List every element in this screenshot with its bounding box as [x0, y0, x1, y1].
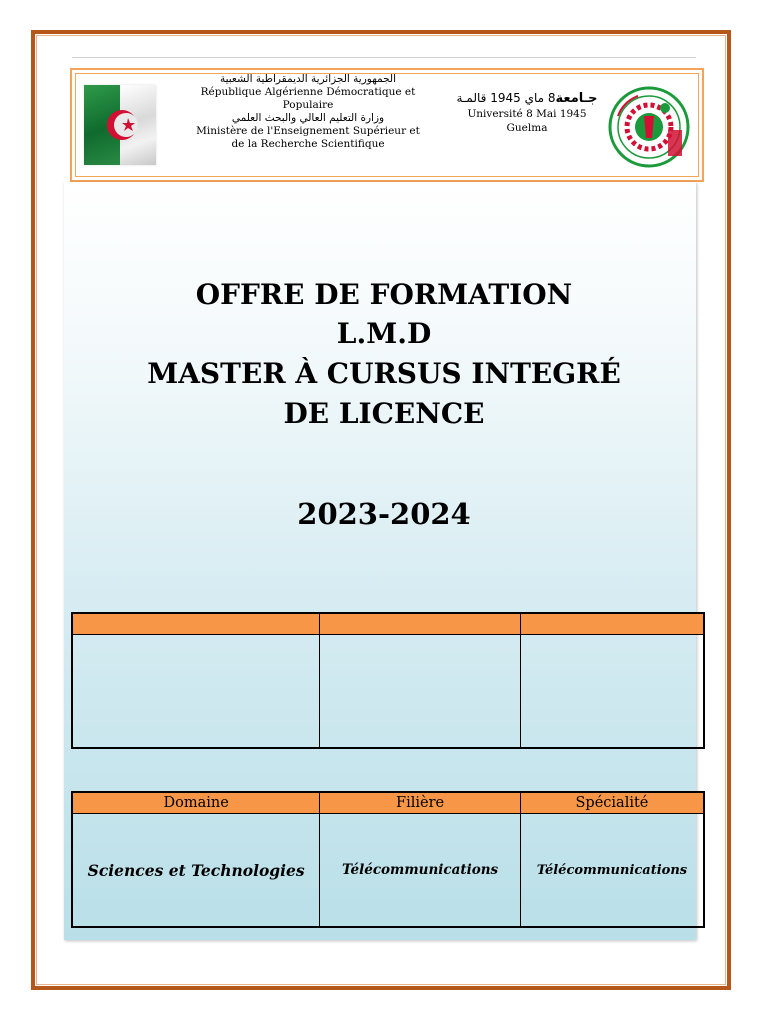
value-specialite: Télécommunications [520, 814, 704, 928]
header-filiere: Filière [320, 792, 521, 814]
title-line-1: OFFRE DE FORMATION [195, 278, 573, 311]
table-cell [72, 635, 320, 749]
table-header-cell [320, 613, 521, 635]
header-domaine: Domaine [72, 792, 320, 814]
title-line-3: MASTER À CURSUS INTEGRÉ [147, 357, 621, 390]
title-line-2: L.M.D [336, 317, 432, 350]
ministry-french: Ministère de l'Enseignement Supérieur et de la Recherche Scientifique [196, 125, 420, 150]
university-word-arabic: جـامعة [555, 91, 598, 106]
top-rule [72, 57, 696, 58]
table-header-cell [520, 613, 704, 635]
algeria-flag-icon [84, 85, 156, 165]
university-name-french: Université 8 Mai 1945 Guelma [467, 108, 587, 134]
republic-french: République Algérienne Démocratique et Populaire [200, 86, 416, 111]
republic-arabic: الجمهورية الجزائرية الديمقراطية الشعبية [219, 73, 397, 85]
table-cell [320, 635, 521, 749]
header-ministry-text [188, 73, 428, 151]
header-specialite: Spécialité [520, 792, 704, 814]
ministry-arabic: وزارة التعليم العالي والبحث العلمي [231, 112, 385, 124]
value-domaine: Sciences et Technologies [72, 814, 320, 928]
university-name-arabic [446, 90, 608, 107]
academic-year: 2023-2024 [297, 497, 471, 531]
value-filiere: Télécommunications [320, 814, 521, 928]
university-date-arabic: 8 ماي 1945 قالمـة [456, 91, 556, 105]
title-line-4: DE LICENCE [283, 397, 485, 430]
table-header-cell [72, 613, 320, 635]
table-cell [520, 635, 704, 749]
university-logo-icon [608, 86, 690, 168]
university-name-block [446, 90, 608, 135]
crescent-star-icon [84, 85, 156, 165]
domain-table [71, 791, 705, 928]
empty-info-table [71, 612, 705, 749]
